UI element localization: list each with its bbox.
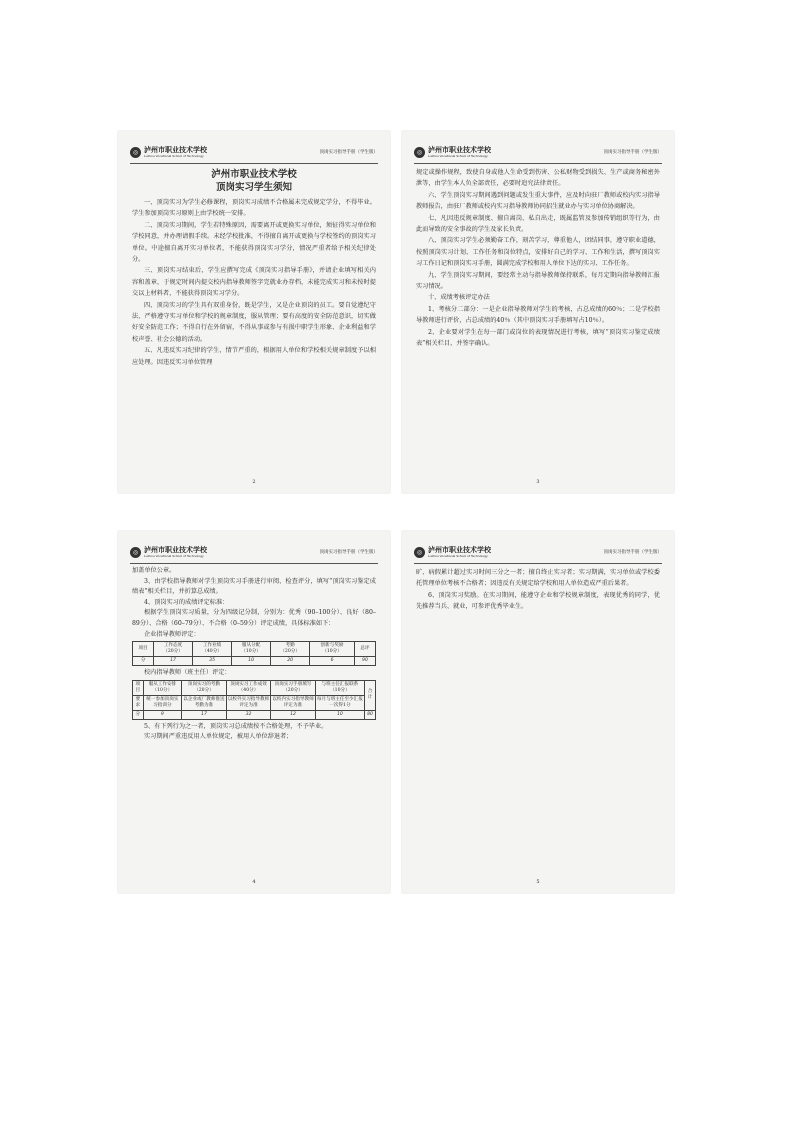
table-header-cell: 工作态度 （20分）: [154, 642, 193, 657]
paragraph: 八、顶岗实习学生必须勤奋工作，刻苦学习，尊重他人，团结同事，遵守职业道德，按照顶岗实习计划、工作任务和岗位特点，安排好自己的学习、工作和生活，撰写顶岗实习工作日记和顶岗实习手册，圆满完成学校和用人单位下达的实习、工作任务。: [416, 237, 660, 268]
handwritten-score: 20: [271, 657, 310, 666]
school-emblem-icon: ◎: [130, 547, 141, 558]
requirement-cell: 每月与班主任至少汇报一次得1分: [315, 695, 364, 710]
header-label: 顶岗实习指导手册（学生版）: [603, 150, 662, 155]
page-number: 2: [252, 479, 256, 485]
school-name: 泸州市职业技术学校: [428, 146, 491, 154]
handwritten-score: 6: [310, 657, 355, 666]
page-header: [130, 541, 378, 564]
paragraph: 五、凡违反实习纪律的学生，情节严重的，根据用人单位和学校相关规章制度予以相应处理。因违反实习单位管理: [132, 347, 376, 366]
paragraph: 实习期间严重违反用人单位规定，被用人单位辞退者；: [144, 733, 293, 741]
school-logo: [130, 546, 207, 558]
handwritten-score: 12: [271, 710, 316, 719]
school-logo: [414, 146, 491, 158]
document-title-school: 泸州市职业技术学校: [211, 169, 297, 180]
school-name-en: Luzhou Vocational School of Technology: [428, 554, 488, 558]
handwritten-total: 80: [365, 710, 376, 719]
handwritten-score: 10: [315, 710, 364, 719]
paragraph: 七、凡因违反规章制度、擅自离岗、私自出走，既属监管及参加传销组织等行为，由此而导致的安全事故的学生及家长负责。: [416, 214, 660, 234]
section-heading: 十、成绩考核评定办法: [428, 294, 490, 302]
requirement-cell: 以校外实习指导教师评定为准: [226, 695, 271, 710]
paragraph: 二、顶岗实习期间，学生若特殊原因，需要离开或更换实习单位，须征得实习单位和学校同意，并办理请假手续。未经学校批准，不得擅自离开或更换与学校签约的顶岗实习单位。中途擅自离开实习单位者，不能获得顶岗实习学分，情况严重者给予相关纪律处分。: [132, 221, 376, 264]
page-number: 4: [252, 879, 256, 885]
school-name-en: Luzhou Vocational School of Technology: [144, 154, 204, 158]
table-header-cell: 合计: [365, 680, 376, 710]
paragraph: 根据学生顶岗实习质量，分为四级记分制，分别为：优秀（90–100分）、良好（80–89分）、合格（60–79分）、不合格（0–59分）评定成绩，具体标准如下：: [132, 609, 376, 627]
school-name-en: Luzhou Vocational School of Technology: [144, 554, 204, 558]
handbook-page-3: [402, 131, 674, 493]
paragraph: 规定或操作规程，致使自身或他人生命受到伤害、公私财物受到损失、生产或商务秘密外泄等，由学生本人负全部责任，必要时追究法律责任。: [416, 169, 660, 188]
table-row-label: 分: [133, 710, 144, 719]
paragraph: 4、顶岗实习的成绩评定标准：: [144, 598, 229, 606]
table-header-cell: 顶岗实习工作成效 （40分）: [226, 680, 271, 695]
handwritten-score: 17: [182, 710, 227, 719]
school-name: 泸州市职业技术学校: [144, 146, 207, 154]
school-evaluation-label: 校内指导教师（班主任）评定：: [144, 669, 231, 677]
school-emblem-icon: ◎: [414, 547, 425, 558]
table-header-cell: 服从分配 （10分）: [232, 642, 271, 657]
table-row-label: 项目: [133, 642, 154, 657]
table-header-cell: 总评: [354, 642, 375, 657]
school-logo: [414, 546, 491, 558]
handwritten-score: 17: [154, 657, 193, 666]
paragraph: 六、学生顶岗实习期间遇到问题或发生重大事件，应及时向驻厂教师或校内实习指导教师报告，由驻厂教师或校内实习指导教师协同招生就业办与实习单位协商解决。: [416, 191, 660, 211]
table-header-cell: 顶岗实习的考勤 （20分）: [182, 680, 227, 695]
school-name: 泸州市职业技术学校: [428, 546, 491, 554]
page-header: [130, 141, 378, 164]
school-emblem-icon: ◎: [130, 147, 141, 158]
page-body: [416, 567, 660, 613]
handwritten-score: 32: [226, 710, 271, 719]
school-name: 泸州市职业技术学校: [144, 546, 207, 554]
paragraph: 1、考核分二部分：一是企业指导教师对学生的考核，占总成绩的60％；二是学校指导教师进行评价，占总成绩的40％（其中顶岗实习手册填写占10％）。: [416, 305, 660, 325]
paragraph: 九、学生顶岗实习期间，要经常主动与指导教师保持联系，每月定期向指导教师汇报实习情况。: [416, 271, 660, 291]
paragraph: 2、企业要对学生在每一部门或岗位的表现情况进行考核，填写“顶岗实习鉴定成绩表”相关栏目，并签字确认。: [416, 328, 660, 348]
handbook-page-4: [118, 531, 390, 893]
paragraph: 加盖单位公章。: [132, 567, 176, 574]
handbook-page-2: [118, 131, 390, 493]
paragraph: 三、顶岗实习结束后，学生应撰写完成《顶岗实习指导手册》，并请企业填写相关内容和盖章，于规定时间内提交校内指导教师签字完就业办存档，未能完成实习和未按时提交以上材料者，不能获得顶岗实习学分。: [132, 267, 376, 298]
page-body: [132, 566, 376, 743]
page-header: [414, 541, 662, 564]
requirement-cell: 统一参加顶岗实习指训分: [143, 695, 182, 710]
table-header-cell: 服从工作安排 （10分）: [143, 680, 182, 695]
requirement-cell: 以校内实习指导教师评定为准: [271, 695, 316, 710]
handwritten-score: 10: [232, 657, 271, 666]
paragraph: 旷、病假累计超过实习时间三分之一者；擅自终止实习者；实习期满，实习单位或学校委托管理单位考核不合格者；因违反有关规定给学校和用人单位造成严重后果者。: [416, 569, 660, 588]
paragraph: 6、顶岗实习奖励。在实习期间，能遵守企业和学校规章制度，表现优秀的同学，优先推荐当兵、就业，可参评优秀毕业生。: [416, 591, 660, 611]
table-header-cell: 创新与奖励 （10分）: [310, 642, 355, 657]
handbook-page-5: [402, 531, 674, 893]
document-title: 顶岗实习学生须知: [215, 182, 292, 193]
header-label: 顶岗实习指导手册（学生版）: [319, 150, 378, 155]
handwritten-score: 9: [143, 710, 182, 719]
school-score-table: [132, 680, 376, 720]
table-row-label: 分: [133, 657, 154, 666]
school-logo: [130, 146, 207, 158]
page-number: 3: [536, 479, 540, 485]
page-body: [132, 169, 376, 368]
table-row-label: 项目: [133, 680, 144, 695]
page-header: [414, 141, 662, 164]
paragraph: 5、有下列行为之一者，顶岗实习总成绩按不合格处理，不予毕业。: [144, 722, 328, 730]
school-emblem-icon: ◎: [414, 147, 425, 158]
table-header-cell: 顶岗实习手册填写 （20分）: [271, 680, 316, 695]
handwritten-total: 90: [354, 657, 375, 666]
page-body: [416, 167, 660, 350]
table-row-label: 要求: [133, 695, 144, 710]
handwritten-score: 35: [193, 657, 232, 666]
paragraph: 3、由学校指导教师对学生顶岗实习手册进行审阅、检查评分，填写“顶岗实习鉴定成绩表”相关栏目，并折算总成绩。: [132, 577, 376, 596]
table-header-cell: 考勤 （20分）: [271, 642, 310, 657]
company-evaluation-label: 企业指导教师评定：: [144, 630, 200, 638]
table-header-cell: 与班主任汇报联系 （10分）: [315, 680, 364, 695]
header-label: 顶岗实习指导手册（学生版）: [603, 550, 662, 555]
table-header-cell: 工作业绩 （40分）: [193, 642, 232, 657]
page-number: 5: [536, 879, 540, 885]
header-label: 顶岗实习指导手册（学生版）: [319, 550, 378, 555]
paragraph: 一、顶岗实习为学生必修课程，顶岗实习成绩不合格属未完成规定学分，不得毕业。学生参加顶岗实习原则上由学校统一安排。: [132, 199, 376, 218]
requirement-cell: 以企业或厂教师推送考勤为准: [182, 695, 227, 710]
school-name-en: Luzhou Vocational School of Technology: [428, 154, 488, 158]
company-score-table: [132, 641, 376, 666]
paragraph: 四、顶岗实习的学生具有双重身份，既是学生，又是企业顶岗的员工。要自觉遵纪守法、严格遵守实习单位和学校的规章制度，服从管理；要有高度的安全防范意识，切实做好安全防范工作；不得自行在外留宿，不得从事或参与有损中职学生形象、企业利益和学校声誉、社会公德的活动。: [132, 301, 376, 343]
